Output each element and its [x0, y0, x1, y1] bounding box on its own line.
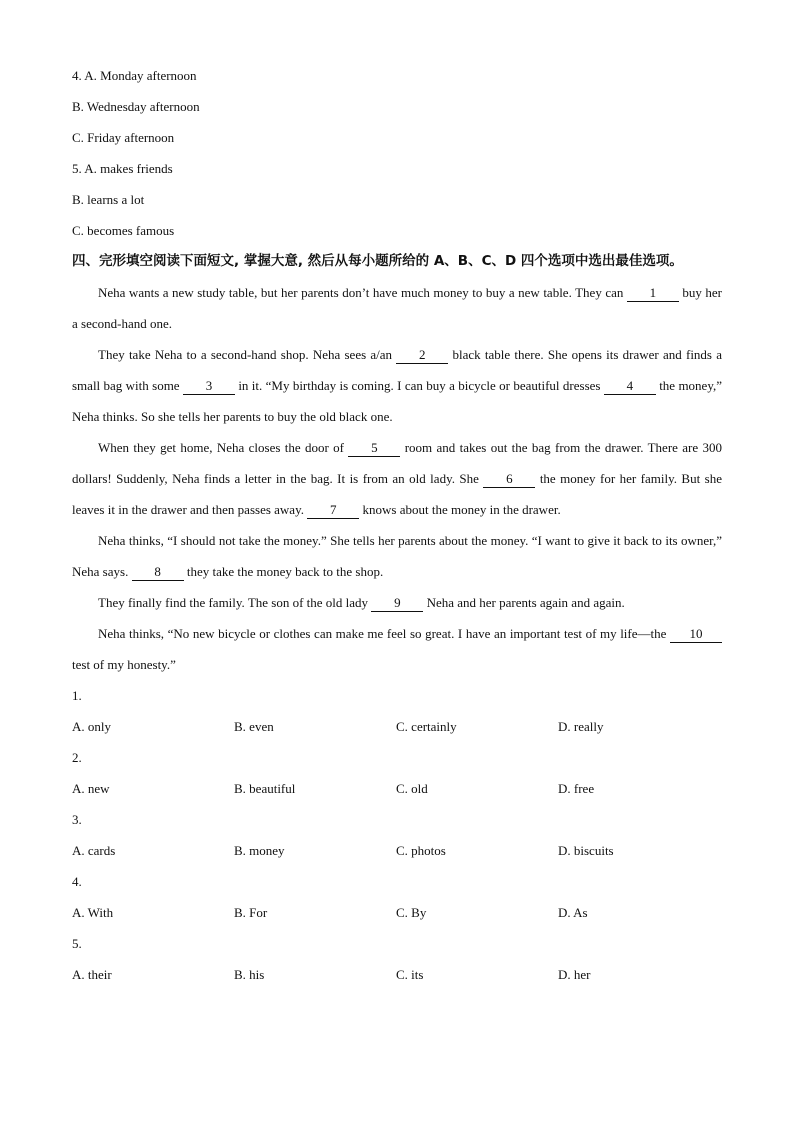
- choice-d: D. really: [558, 719, 604, 734]
- text-run: they take the money back to the shop.: [183, 564, 384, 579]
- blank-9: 9: [371, 595, 423, 612]
- choice-c: C. its: [396, 967, 424, 982]
- choice-c: C. photos: [396, 843, 446, 858]
- choice-b: B. beautiful: [234, 781, 296, 796]
- text-run: test of my honesty.”: [72, 657, 176, 672]
- text-run: Neha and her parents again and again.: [423, 595, 625, 610]
- text-run: room and takes out the bag from the drawer. There are 300 dollars! Suddenly, Neha finds a letter in the bag. It is from an old lady. She: [72, 440, 722, 486]
- question-list: [72, 680, 722, 990]
- text-run: the money,” Neha thinks. So she tells her parents to buy the old black one.: [72, 378, 722, 424]
- text-run: buy her a second-hand one.: [72, 285, 722, 331]
- choice-c: C. By: [396, 905, 427, 920]
- text-run: They take Neha to a second-hand shop. Neha sees a/an: [98, 347, 397, 362]
- option-row: [72, 835, 722, 866]
- question-number: 5.: [72, 936, 82, 951]
- option-line: 5. A. makes friends: [72, 161, 173, 176]
- text-run: black table there. She opens its drawer and finds a small bag with some: [72, 347, 722, 393]
- choice-d: D. her: [558, 967, 591, 982]
- choice-a: A. With: [72, 905, 114, 920]
- blank-5: 5: [348, 440, 400, 457]
- option-row: [72, 711, 722, 742]
- choice-b: B. even: [234, 719, 274, 734]
- text-run: Neha thinks, “No new bicycle or clothes can make me feel so great. I have an important test of my life—the: [98, 626, 670, 641]
- question-number: 3.: [72, 812, 82, 827]
- question-number: 2.: [72, 750, 82, 765]
- section-title: 四、完形填空阅读下面短文, 掌握大意, 然后从每小题所给的 A、B、C、D 四个选项中选出最佳选项。: [72, 253, 683, 269]
- blank-6: 6: [483, 471, 535, 488]
- blank-7: 7: [307, 502, 359, 519]
- passage-paragraph-2: [72, 339, 722, 432]
- choice-d: D. free: [558, 781, 595, 796]
- blank-1: 1: [627, 285, 679, 302]
- choice-c: C. certainly: [396, 719, 457, 734]
- choice-a: A. only: [72, 719, 111, 734]
- blank-8: 8: [132, 564, 184, 581]
- text-run: the money for her family. But she leaves it in the drawer and then passes away.: [72, 471, 722, 517]
- passage-paragraph-4: [72, 525, 722, 587]
- option-line: B. learns a lot: [72, 192, 145, 207]
- question-number: 4.: [72, 874, 82, 889]
- choice-b: B. For: [234, 905, 268, 920]
- question-number: 1.: [72, 688, 82, 703]
- choice-a: A. cards: [72, 843, 116, 858]
- text-run: knows about the money in the drawer.: [359, 502, 561, 517]
- choice-d: D. biscuits: [558, 843, 614, 858]
- text-run: Neha wants a new study table, but her parents don’t have much money to buy a new table. They can: [98, 285, 627, 300]
- option-line: B. Wednesday afternoon: [72, 99, 200, 114]
- blank-10: 10: [670, 626, 722, 643]
- previous-options: [72, 60, 722, 246]
- choice-c: C. old: [396, 781, 428, 796]
- choice-a: A. their: [72, 967, 112, 982]
- text-run: in it. “My birthday is coming. I can buy a bicycle or beautiful dresses: [234, 378, 604, 393]
- option-row: [72, 897, 722, 928]
- blank-4: 4: [604, 378, 656, 395]
- choice-b: B. his: [234, 967, 265, 982]
- cloze-passage: [72, 277, 722, 680]
- passage-paragraph-3: [72, 432, 722, 525]
- option-row: [72, 773, 722, 804]
- document-page: [72, 60, 722, 990]
- passage-paragraph-1: [72, 277, 722, 339]
- choice-d: D. As: [558, 905, 588, 920]
- option-row: [72, 959, 722, 990]
- passage-paragraph-5: [72, 587, 722, 618]
- text-run: They finally find the family. The son of the old lady: [98, 595, 372, 610]
- blank-2: 2: [396, 347, 448, 364]
- text-run: When they get home, Neha closes the door of: [98, 440, 349, 455]
- choice-a: A. new: [72, 781, 110, 796]
- blank-3: 3: [183, 378, 235, 395]
- option-line: C. Friday afternoon: [72, 130, 175, 145]
- option-line: C. becomes famous: [72, 223, 175, 238]
- option-line: 4. A. Monday afternoon: [72, 68, 197, 83]
- passage-paragraph-6: [72, 618, 722, 680]
- choice-b: B. money: [234, 843, 285, 858]
- text-run: Neha thinks, “I should not take the money.” She tells her parents about the money. “I want to give it back to its owner,” Neha says.: [72, 533, 722, 579]
